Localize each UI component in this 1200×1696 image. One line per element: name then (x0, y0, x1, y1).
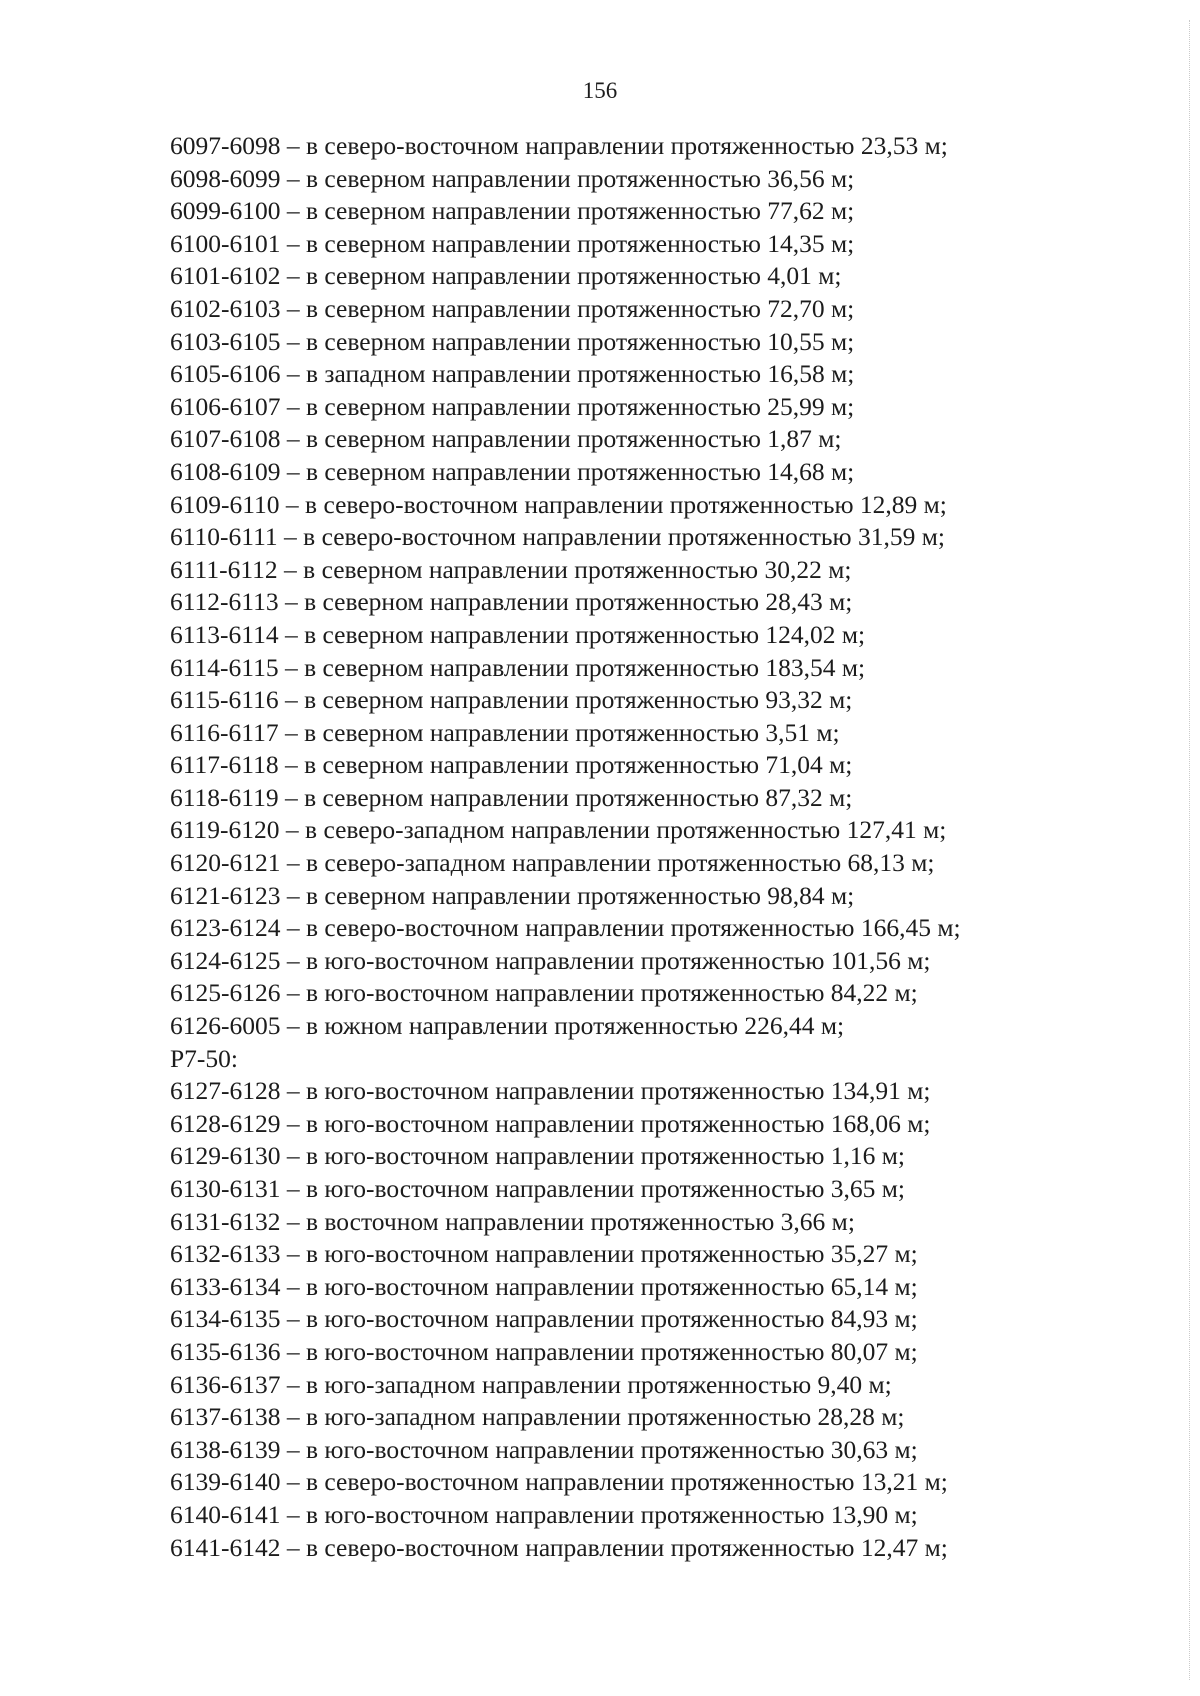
boundary-line (170, 977, 1170, 1010)
segment-id: 6114-6115 (170, 652, 279, 682)
segment-description: в северном направлении протяженностью 3,51 м; (304, 717, 840, 747)
boundary-line (170, 652, 1170, 685)
boundary-line (170, 423, 1170, 456)
segment-description: в северном направлении протяженностью 93,32 м; (304, 685, 853, 715)
segment-description: в северном направлении протяженностью 30,22 м; (303, 554, 852, 584)
segment-id: 6126-6005 (170, 1011, 281, 1041)
boundary-line (170, 1238, 1170, 1271)
segment-id: 6107-6108 (170, 424, 281, 454)
segment-id: 6121-6123 (170, 880, 281, 910)
boundary-line (170, 1173, 1170, 1206)
segment-description: в северном направлении протяженностью 14,68 м; (306, 456, 855, 486)
dash-separator: – (278, 685, 305, 715)
boundary-line (170, 912, 1170, 945)
segment-description: в северном направлении протяженностью 28,43 м; (304, 587, 853, 617)
boundary-line (170, 1466, 1170, 1499)
segment-id: 6112-6113 (170, 587, 279, 617)
segment-description: в северном направлении протяженностью 25,99 м; (306, 391, 855, 421)
dash-separator: – (277, 522, 304, 552)
segment-description: в северном направлении протяженностью 98,84 м; (306, 880, 855, 910)
boundary-line (170, 1532, 1170, 1565)
boundary-line (170, 945, 1170, 978)
segment-description: в северном направлении протяженностью 4,01 м; (306, 261, 842, 291)
boundary-line (170, 456, 1170, 489)
dash-separator: – (280, 848, 306, 878)
segment-description: в северо-западном направлении протяженностью 68,13 м; (306, 848, 935, 878)
dash-separator: – (279, 489, 306, 519)
segment-id: 6101-6102 (170, 261, 281, 291)
segment-description: в северном направлении протяженностью 10,55 м; (306, 326, 855, 356)
segment-id: 6133-6134 (170, 1271, 281, 1301)
dash-separator: – (280, 196, 306, 226)
dash-separator: – (280, 1141, 306, 1171)
segment-id: 6136-6137 (170, 1369, 281, 1399)
segment-id: 6128-6129 (170, 1108, 281, 1138)
dash-separator: – (279, 815, 306, 845)
boundary-line (170, 717, 1170, 750)
segment-id: 6110-6111 (170, 522, 278, 552)
segment-description: в южном направлении протяженностью 226,44 м; (306, 1011, 845, 1041)
boundary-line (170, 195, 1170, 228)
boundary-line (170, 684, 1170, 717)
dash-separator: – (278, 750, 305, 780)
dash-separator: – (278, 782, 305, 812)
segment-id: 6099-6100 (170, 196, 281, 226)
segment-id: 6097-6098 (170, 131, 281, 160)
dash-separator: – (280, 228, 306, 258)
segment-description: в восточном направлении протяженностью 3,66 м; (306, 1206, 855, 1236)
scan-edge-artifact (1186, 20, 1190, 1680)
boundary-line (170, 260, 1170, 293)
segment-id: 6119-6120 (170, 815, 280, 845)
dash-separator: – (280, 131, 306, 160)
boundary-line (170, 358, 1170, 391)
segment-description: в северном направлении протяженностью 71,04 м; (304, 750, 853, 780)
boundary-line (170, 130, 1170, 163)
segment-description: в северном направлении протяженностью 1,87 м; (306, 424, 842, 454)
dash-separator: – (280, 163, 306, 193)
dash-separator: – (280, 1336, 306, 1366)
boundary-line (170, 1336, 1170, 1369)
segment-description: в северо-восточном направлении протяженностью 12,89 м; (305, 489, 947, 519)
segment-description: в юго-западном направлении протяженностью 28,28 м; (306, 1402, 905, 1432)
segment-description: в юго-восточном направлении протяженностью 35,27 м; (306, 1239, 918, 1269)
segment-description: в северном направлении протяженностью 183,54 м; (304, 652, 866, 682)
segment-description: в северном направлении протяженностью 87,32 м; (304, 782, 853, 812)
dash-separator: – (280, 1108, 306, 1138)
segment-id: 6140-6141 (170, 1499, 281, 1529)
segment-id: 6116-6117 (170, 717, 279, 747)
boundary-description-list (170, 130, 1170, 1564)
segment-id: 6115-6116 (170, 685, 279, 715)
boundary-line (170, 1401, 1170, 1434)
boundary-line (170, 847, 1170, 880)
boundary-line (170, 749, 1170, 782)
segment-id: 6109-6110 (170, 489, 280, 519)
segment-description: в северном направлении протяженностью 77,62 м; (306, 196, 855, 226)
dash-separator: – (280, 1271, 306, 1301)
dash-separator: – (280, 1434, 306, 1464)
segment-id: 6134-6135 (170, 1304, 281, 1334)
dash-separator: – (280, 1304, 306, 1334)
dash-separator: – (278, 587, 305, 617)
segment-description: в юго-восточном направлении протяженностью 168,06 м; (306, 1108, 931, 1138)
dash-separator: – (280, 293, 306, 323)
segment-id: 6138-6139 (170, 1434, 281, 1464)
boundary-line (170, 1108, 1170, 1141)
segment-id: 6137-6138 (170, 1402, 281, 1432)
segment-id: 6106-6107 (170, 391, 281, 421)
segment-id: 6125-6126 (170, 978, 281, 1008)
dash-separator: – (280, 1499, 306, 1529)
segment-description: в северном направлении протяженностью 124,02 м; (304, 619, 866, 649)
dash-separator: – (280, 945, 306, 975)
boundary-line (170, 1369, 1170, 1402)
segment-id: 6135-6136 (170, 1336, 281, 1366)
segment-id: 6130-6131 (170, 1174, 281, 1203)
segment-id: 6118-6119 (170, 782, 279, 812)
segment-description: в северо-восточном направлении протяженностью 12,47 м; (306, 1532, 948, 1562)
boundary-line (170, 489, 1170, 522)
boundary-line (170, 814, 1170, 847)
boundary-line (170, 1140, 1170, 1173)
segment-id: 6132-6133 (170, 1239, 281, 1269)
segment-description: в юго-восточном направлении протяженностью 84,93 м; (306, 1304, 918, 1334)
segment-description: в северо-восточном направлении протяженностью 23,53 м; (306, 131, 948, 160)
boundary-line (170, 619, 1170, 652)
boundary-line (170, 391, 1170, 424)
segment-description: в северном направлении протяженностью 72,70 м; (306, 293, 855, 323)
segment-description: в северном направлении протяженностью 14,35 м; (306, 228, 855, 258)
segment-description: в северо-западном направлении протяженностью 127,41 м; (305, 815, 947, 845)
boundary-line (170, 1010, 1170, 1043)
segment-id: 6123-6124 (170, 913, 281, 943)
dash-separator: – (280, 1369, 306, 1399)
boundary-line (170, 1434, 1170, 1467)
dash-separator: – (280, 1206, 306, 1236)
dash-separator: – (280, 1467, 306, 1497)
segment-description: в западном направлении протяженностью 16,58 м; (306, 359, 855, 389)
dash-separator: – (278, 619, 305, 649)
segment-id: 6105-6106 (170, 359, 281, 389)
dash-separator: – (280, 1239, 306, 1269)
segment-id: 6098-6099 (170, 163, 281, 193)
boundary-line (170, 293, 1170, 326)
segment-id: 6117-6118 (170, 750, 279, 780)
boundary-line (170, 1075, 1170, 1108)
segment-description: в юго-восточном направлении протяженностью 1,16 м; (306, 1141, 906, 1171)
boundary-line (170, 163, 1170, 196)
dash-separator: – (280, 1402, 306, 1432)
segment-description: в юго-восточном направлении протяженностью 13,90 м; (306, 1499, 918, 1529)
boundary-line (170, 326, 1170, 359)
dash-separator: – (280, 391, 306, 421)
dash-separator: – (280, 261, 306, 291)
segment-id: 6113-6114 (170, 619, 279, 649)
dash-separator: – (280, 456, 306, 486)
boundary-line (170, 1303, 1170, 1336)
dash-separator: – (280, 1011, 306, 1041)
segment-id: 6139-6140 (170, 1467, 281, 1497)
segment-id: 6100-6101 (170, 228, 281, 258)
dash-separator: – (280, 1076, 306, 1106)
segment-description: в юго-восточном направлении протяженностью 30,63 м; (306, 1434, 918, 1464)
segment-id: 6141-6142 (170, 1532, 281, 1562)
segment-description: в северном направлении протяженностью 36,56 м; (306, 163, 855, 193)
segment-description: в северо-восточном направлении протяженностью 31,59 м; (303, 522, 945, 552)
segment-description: в юго-восточном направлении протяженностью 101,56 м; (306, 945, 931, 975)
segment-id: 6111-6112 (170, 554, 278, 584)
boundary-line (170, 1206, 1170, 1239)
segment-description: в юго-восточном направлении протяженностью 134,91 м; (306, 1076, 931, 1106)
dash-separator: – (280, 326, 306, 356)
dash-separator: – (280, 978, 306, 1008)
boundary-line (170, 880, 1170, 913)
dash-separator: – (280, 359, 306, 389)
segment-id: 6108-6109 (170, 456, 281, 486)
dash-separator: – (280, 1174, 306, 1203)
segment-description: в юго-восточном направлении протяженностью 84,22 м; (306, 978, 918, 1008)
dash-separator: – (280, 424, 306, 454)
boundary-line (170, 228, 1170, 261)
segment-description: в юго-восточном направлении протяженностью 3,65 м; (306, 1174, 906, 1203)
boundary-line (170, 521, 1170, 554)
segment-id: 6120-6121 (170, 848, 281, 878)
dash-separator: – (280, 880, 306, 910)
segment-id: 6131-6132 (170, 1206, 281, 1236)
boundary-line (170, 782, 1170, 815)
segment-description: в юго-западном направлении протяженностью 9,40 м; (306, 1369, 892, 1399)
segment-id: 6124-6125 (170, 945, 281, 975)
boundary-line (170, 554, 1170, 587)
boundary-line (170, 586, 1170, 619)
dash-separator: – (280, 1532, 306, 1562)
segment-id: 6103-6105 (170, 326, 281, 356)
segment-id: 6129-6130 (170, 1141, 281, 1171)
boundary-line (170, 1271, 1170, 1304)
boundary-line (170, 1499, 1170, 1532)
segment-description: в юго-восточном направлении протяженностью 65,14 м; (306, 1271, 918, 1301)
segment-description: в юго-восточном направлении протяженностью 80,07 м; (306, 1336, 918, 1366)
dash-separator: – (278, 717, 305, 747)
section-heading: Р7-50: (170, 1043, 239, 1073)
segment-id: 6102-6103 (170, 293, 281, 323)
segment-description: в северо-восточном направлении протяженностью 166,45 м; (306, 913, 961, 943)
page-number: 156 (582, 78, 618, 103)
dash-separator: – (278, 652, 305, 682)
dash-separator: – (277, 554, 304, 584)
dash-separator: – (280, 913, 306, 943)
segment-description: в северо-восточном направлении протяженностью 13,21 м; (306, 1467, 948, 1497)
segment-id: 6127-6128 (170, 1076, 281, 1106)
